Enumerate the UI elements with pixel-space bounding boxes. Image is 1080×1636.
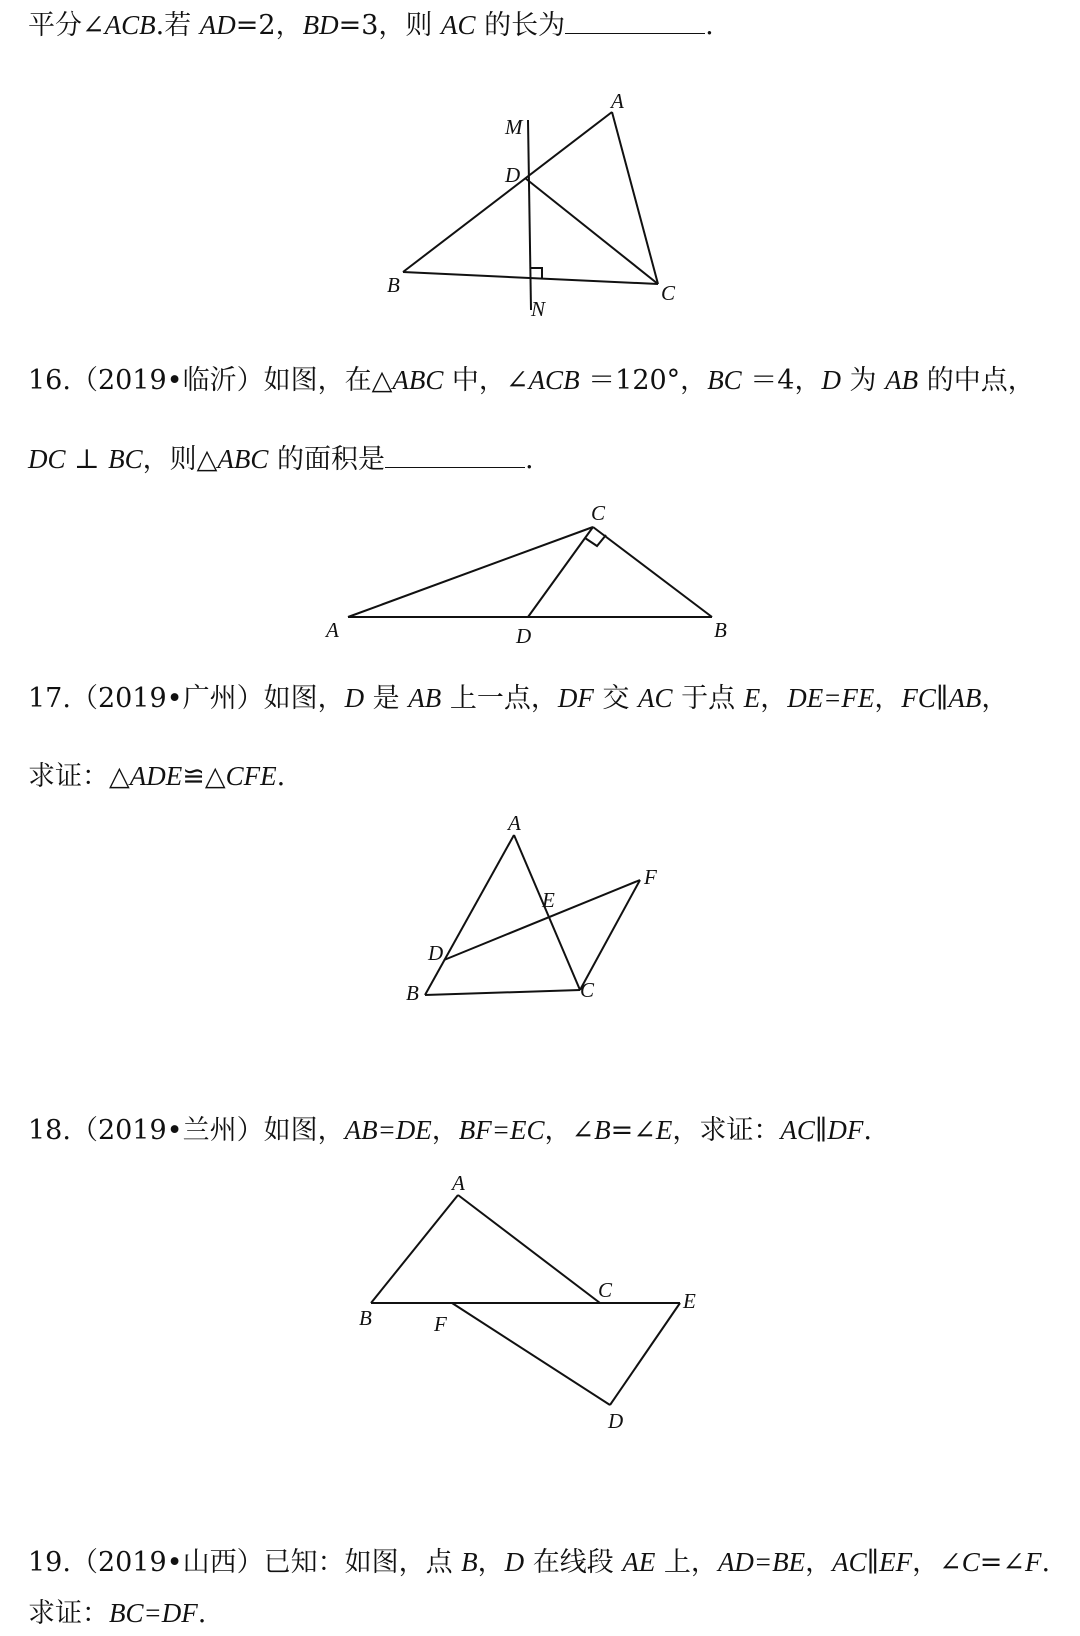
label-N: N [531, 297, 546, 321]
label-B: B [387, 273, 400, 297]
label-B: B [714, 618, 727, 642]
label-F: F [434, 1312, 447, 1336]
label-D: D [608, 1409, 624, 1433]
q18-statement: 18.（2019•兰州）如图，AB=DE，BF=EC，∠B=∠E，求证：AC∥DF. [28, 1115, 872, 1146]
label-E: E [683, 1289, 696, 1313]
label-A: A [611, 89, 624, 113]
label-D: D [516, 624, 532, 648]
label-C: C [661, 281, 676, 305]
label-C: C [598, 1278, 613, 1302]
label-A: A [452, 1171, 465, 1195]
label-F: F [644, 865, 657, 889]
label-A: A [508, 811, 521, 835]
q17-statement-line2: 求证：△ADE≌△CFE. [28, 761, 286, 792]
q16-statement-line2: DC ⊥ BC，则△ABC 的面积是 . [28, 444, 534, 475]
label-B: B [406, 981, 419, 1005]
q16-statement-line1: 16.（2019•临沂）如图，在△ABC 中，∠ACB ＝120°，BC ＝4，D 为 AB 的中点， [28, 365, 1035, 396]
label-C: C [591, 501, 606, 525]
label-C: C [580, 978, 595, 1002]
q17-statement-line1: 17.（2019•广州）如图，D 是 AB 上一点，DF 交 AC 于点 E，DE=FE，FC∥AB， [28, 683, 1009, 714]
label-A: A [326, 618, 339, 642]
q19-statement-line2: 求证：BC=DF. [28, 1598, 207, 1629]
q15-statement-tail: 平分∠ACB.若 AD=2，BD=3，则 AC 的长为 . [28, 10, 714, 41]
q19-statement-line1: 19.（2019•山西）已知：如图，点 B，D 在线段 AE 上，AD=BE，AC∥EF，∠C=∠F. [28, 1547, 1051, 1578]
label-D: D [505, 163, 521, 187]
label-M: M [505, 115, 523, 139]
label-D: D [428, 941, 444, 965]
label-E: E [542, 888, 555, 912]
label-B: B [359, 1306, 372, 1330]
